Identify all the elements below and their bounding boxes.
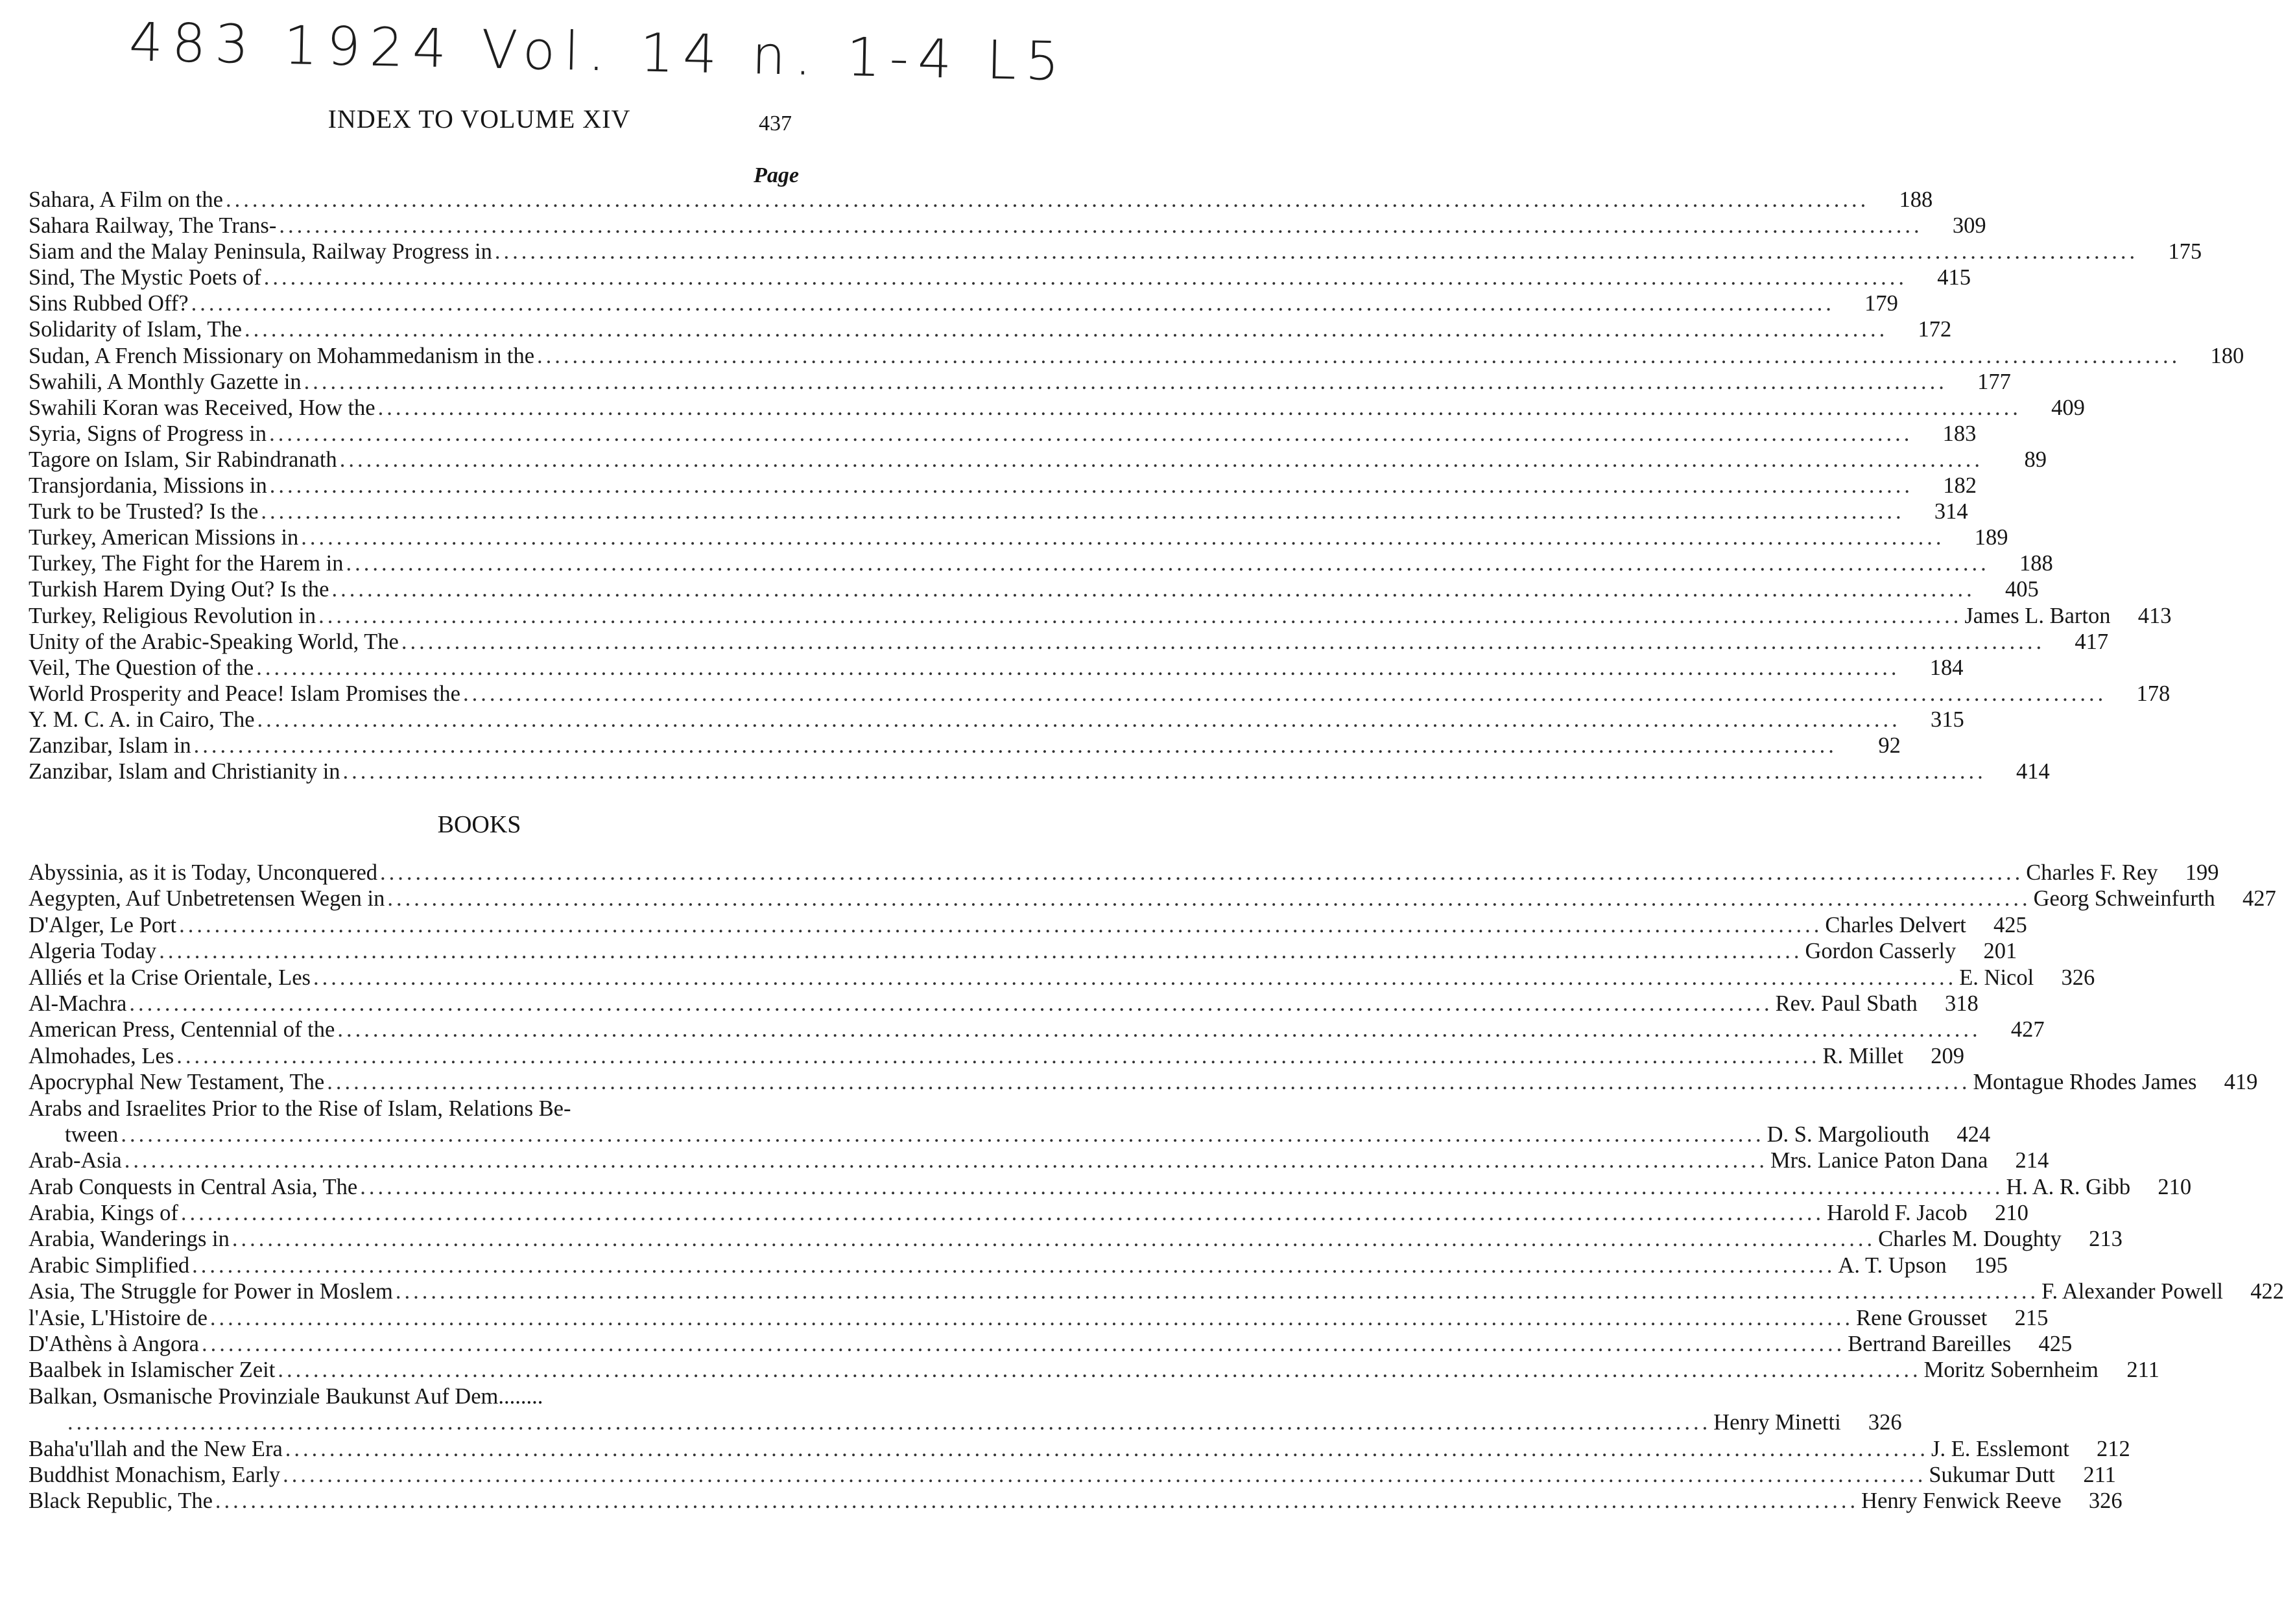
entry-page: 413 xyxy=(2137,603,2172,628)
leader-dots xyxy=(210,1305,1853,1331)
book-author: Rev. Paul Sbath xyxy=(1775,991,1918,1016)
leader-dots xyxy=(283,1462,1926,1488)
book-entry xyxy=(29,991,1979,1017)
book-title: l'Asie, L'Histoire de xyxy=(29,1305,208,1330)
leader-dots xyxy=(378,395,2021,421)
entry-subject: Sudan, A French Missionary on Mohammedanism in the xyxy=(29,343,535,368)
leader-dots xyxy=(257,707,1901,733)
index-entry xyxy=(29,369,2011,395)
book-entry xyxy=(29,1200,2028,1226)
entry-page: 315 xyxy=(1931,707,1964,732)
leader-dots xyxy=(360,1174,2003,1200)
books-list xyxy=(29,860,2284,1514)
index-list xyxy=(29,187,2244,784)
entry-subject: Sins Rubbed Off? xyxy=(29,291,189,316)
book-author: Charles M. Doughty xyxy=(1878,1227,2062,1252)
book-page: 427 xyxy=(2242,886,2276,912)
book-page: 213 xyxy=(2089,1227,2123,1252)
page-column-heading: Page xyxy=(754,163,799,187)
index-entry xyxy=(29,213,1986,239)
entry-page: 184 xyxy=(1929,655,1964,680)
book-entry xyxy=(29,1462,2116,1488)
leader-dots xyxy=(179,912,1822,938)
book-title: Baalbek in Islamischer Zeit xyxy=(29,1358,276,1383)
book-entry xyxy=(29,1383,799,1409)
books-heading: BOOKS xyxy=(437,811,521,838)
index-entry xyxy=(29,290,1898,316)
book-author: Henry Minetti xyxy=(1713,1410,1841,1435)
entry-subject: Unity of the Arabic-Speaking World, The xyxy=(29,629,399,654)
book-entry xyxy=(29,912,2027,938)
book-entry xyxy=(29,1069,2258,1095)
entry-subject: Turkey, American Missions in xyxy=(29,525,299,550)
book-page: 199 xyxy=(2185,860,2219,885)
entry-page: 314 xyxy=(1934,499,1968,524)
book-page: 326 xyxy=(2088,1489,2123,1514)
leader-dots xyxy=(396,1278,2039,1304)
book-title: Black Republic, The xyxy=(29,1489,213,1514)
book-author: Henry Fenwick Reeve xyxy=(1861,1489,2062,1514)
entry-subject: Veil, The Question of the xyxy=(29,655,254,680)
leader-dots xyxy=(285,1436,1929,1462)
leader-dots xyxy=(256,655,1899,681)
book-author: H. A. R. Gibb xyxy=(2006,1174,2131,1199)
book-author: Rene Grousset xyxy=(1856,1305,1988,1330)
entry-page: 405 xyxy=(2004,577,2039,602)
leader-dots xyxy=(202,1331,1845,1357)
entry-subject: Solidarity of Islam, The xyxy=(29,317,242,342)
book-entry xyxy=(29,1305,2049,1331)
book-author: Bertrand Bareilles xyxy=(1848,1332,2012,1357)
book-page: 424 xyxy=(1957,1122,1991,1147)
book-entry xyxy=(29,1174,2192,1200)
entry-page: 89 xyxy=(2024,447,2047,472)
leader-dots xyxy=(463,681,2106,707)
book-title: Aegypten, Auf Unbetretensen Wegen in xyxy=(29,886,385,912)
book-author: D. S. Margoliouth xyxy=(1767,1122,1930,1147)
book-author: Moritz Sobernheim xyxy=(1923,1358,2099,1383)
entry-page: 417 xyxy=(2075,629,2109,654)
book-title: Algeria Today xyxy=(29,939,157,964)
leader-dots xyxy=(244,316,1888,342)
index-entry xyxy=(29,265,1971,290)
book-page: 210 xyxy=(1995,1201,2028,1226)
book-title: Arab Conquests in Central Asia, The xyxy=(29,1174,358,1199)
entry-subject: Syria, Signs of Progress in xyxy=(29,421,267,446)
leader-dots xyxy=(401,629,2045,655)
book-author: Georg Schweinfurth xyxy=(2033,886,2215,912)
entry-page: 188 xyxy=(1899,187,1933,212)
entry-subject: Sahara Railway, The Trans- xyxy=(29,213,277,239)
book-title: Arabs and Israelites Prior to the Rise of Islam, Relations Be- xyxy=(29,1096,571,1121)
entry-subject: Turkey, The Fight for the Harem in xyxy=(29,551,344,576)
entry-subject: Sahara, A Film on the xyxy=(29,187,223,212)
book-page: 318 xyxy=(1944,991,1979,1016)
leader-dots xyxy=(176,1043,1820,1069)
index-entry xyxy=(29,239,2202,265)
book-author: Charles Delvert xyxy=(1825,912,1966,937)
book-page: 195 xyxy=(1974,1253,2008,1278)
entry-author: James L. Barton xyxy=(1964,603,2111,628)
leader-dots xyxy=(261,499,1904,524)
leader-dots xyxy=(192,1253,1835,1278)
entry-page: 182 xyxy=(1943,473,1977,499)
book-entry xyxy=(29,1436,2130,1462)
leader-dots xyxy=(125,1147,1768,1173)
leader-dots xyxy=(269,421,1912,447)
leader-dots xyxy=(191,290,1835,316)
leader-dots xyxy=(380,860,2023,886)
book-title: Buddhist Monachism, Early xyxy=(29,1462,281,1487)
entry-page: 180 xyxy=(2210,343,2244,368)
book-page: 212 xyxy=(2097,1436,2130,1461)
index-entry xyxy=(29,395,2085,421)
book-title: Arabia, Wanderings in xyxy=(29,1227,230,1252)
book-author: A. T. Upson xyxy=(1838,1253,1947,1278)
entry-page: 188 xyxy=(2019,551,2053,576)
entry-subject: Tagore on Islam, Sir Rabindranath xyxy=(29,447,337,472)
leader-dots xyxy=(215,1488,1859,1514)
book-title: D'Alger, Le Port xyxy=(29,912,177,937)
leader-dots xyxy=(318,603,1962,629)
leader-dots xyxy=(129,991,1772,1017)
index-entry xyxy=(29,421,1977,447)
entry-subject: Transjordania, Missions in xyxy=(29,473,267,499)
book-title: tween xyxy=(65,1122,119,1147)
book-author: Mrs. Lanice Paton Dana xyxy=(1770,1148,1988,1173)
leader-dots xyxy=(313,965,1957,991)
book-page: 211 xyxy=(2083,1462,2116,1487)
index-entry xyxy=(29,550,2053,576)
entry-subject: World Prosperity and Peace! Islam Promises the xyxy=(29,681,460,706)
entry-subject: Swahili Koran was Received, How the xyxy=(29,395,375,420)
entry-page: 172 xyxy=(1918,317,1952,342)
index-entry xyxy=(29,316,1952,342)
leader-dots xyxy=(495,239,2138,265)
leader-dots xyxy=(279,213,1922,239)
leader-dots xyxy=(537,343,2180,369)
entry-subject: Swahili, A Monthly Gazette in xyxy=(29,369,302,394)
book-author: Charles F. Rey xyxy=(2026,860,2158,885)
entry-page: 175 xyxy=(2168,239,2202,265)
leader-dots xyxy=(331,576,1975,602)
entry-subject: Y. M. C. A. in Cairo, The xyxy=(29,707,255,732)
leader-dots xyxy=(340,447,1983,473)
book-entry xyxy=(29,1043,1965,1069)
entry-subject: Zanzibar, Islam and Christianity in xyxy=(29,759,340,784)
book-page: 215 xyxy=(2014,1305,2049,1330)
page-title: INDEX TO VOLUME XIV xyxy=(327,104,631,134)
leader-dots xyxy=(346,550,1990,576)
book-title: Baha'u'llah and the New Era xyxy=(29,1436,283,1461)
entry-page: 183 xyxy=(1942,421,1977,446)
index-entry xyxy=(29,447,2047,473)
entry-subject: Turkish Harem Dying Out? Is the xyxy=(29,577,329,602)
book-author: Gordon Casserly xyxy=(1805,939,1957,964)
book-entry xyxy=(29,1253,2008,1278)
leader-dots xyxy=(327,1069,1970,1095)
book-entry xyxy=(29,1147,2049,1173)
book-author: Sukumar Dutt xyxy=(1929,1462,2055,1487)
book-title: Almohades, Les xyxy=(29,1043,174,1068)
index-entry xyxy=(29,187,1933,213)
book-author: Montague Rhodes James xyxy=(1973,1070,2197,1095)
book-title: Arab-Asia xyxy=(29,1148,122,1173)
book-page: 425 xyxy=(2038,1332,2073,1357)
entry-subject: Turkey, Religious Revolution in xyxy=(29,603,316,628)
entry-page: 309 xyxy=(1952,213,1986,239)
index-entry xyxy=(29,576,2039,602)
book-author: E. Nicol xyxy=(1959,965,2034,990)
book-entry xyxy=(29,1488,2123,1514)
leader-dots xyxy=(278,1357,1921,1383)
entry-page: 414 xyxy=(2016,759,2050,784)
book-title: D'Athèns à Angora xyxy=(29,1332,199,1357)
index-entry xyxy=(29,759,2050,784)
book-entry xyxy=(29,1096,799,1122)
index-entry xyxy=(29,681,2171,707)
book-entry xyxy=(29,1331,2073,1357)
handwritten-call-number: 483 1924 Vol. 14 n. 1-4 L5 xyxy=(128,12,1069,93)
book-page: 201 xyxy=(1983,939,2017,964)
book-page: 210 xyxy=(2158,1174,2192,1199)
book-page: 211 xyxy=(2126,1358,2159,1383)
book-page: 427 xyxy=(2010,1017,2045,1042)
book-entry xyxy=(29,860,2219,886)
leader-dots xyxy=(121,1122,1764,1147)
book-entry xyxy=(29,965,2095,991)
leader-dots xyxy=(226,187,1869,213)
entry-subject: Siam and the Malay Peninsula, Railway Progress in xyxy=(29,239,492,265)
book-entry-continuation xyxy=(29,1122,1991,1147)
index-entry xyxy=(29,629,2109,655)
book-title: Asia, The Struggle for Power in Moslem xyxy=(29,1279,393,1304)
leader-dots xyxy=(181,1200,1824,1226)
book-entry xyxy=(29,886,2276,912)
leader-dots xyxy=(264,265,1907,290)
entry-page: 178 xyxy=(2136,681,2171,706)
book-page: 214 xyxy=(2015,1148,2049,1173)
book-author: J. E. Esslemont xyxy=(1931,1436,2069,1461)
book-page: 326 xyxy=(1868,1410,1902,1435)
index-entry xyxy=(29,499,1968,524)
leader-dots xyxy=(387,886,2030,912)
index-entry xyxy=(29,524,2008,550)
leader-dots xyxy=(343,759,1986,784)
book-author: Harold F. Jacob xyxy=(1827,1201,1968,1226)
book-title: Balkan, Osmanische Provinziale Baukunst Auf Dem........ xyxy=(29,1383,543,1409)
leader-dots xyxy=(194,733,1837,759)
index-entry xyxy=(29,473,1977,499)
book-page: 419 xyxy=(2224,1070,2258,1095)
book-title: Apocryphal New Testament, The xyxy=(29,1070,325,1095)
page-number: 437 xyxy=(759,112,792,135)
book-title: American Press, Centennial of the xyxy=(29,1017,335,1042)
book-entry xyxy=(29,938,2017,964)
entry-page: 415 xyxy=(1937,265,1971,290)
leader-dots xyxy=(270,473,1913,499)
entry-subject: Sind, The Mystic Poets of xyxy=(29,265,261,290)
entry-page: 179 xyxy=(1864,291,1898,316)
leader-dots xyxy=(67,1409,1711,1435)
index-entry xyxy=(29,603,2172,629)
book-title: Arabic Simplified xyxy=(29,1253,190,1278)
book-entry xyxy=(29,1017,2045,1042)
book-author: R. Millet xyxy=(1822,1043,1904,1068)
entry-page: 409 xyxy=(2051,395,2085,420)
book-author: F. Alexander Powell xyxy=(2041,1279,2224,1304)
book-page: 326 xyxy=(2061,965,2095,990)
book-page: 209 xyxy=(1931,1043,1965,1068)
book-title: Al-Machra xyxy=(29,991,127,1016)
entry-page: 189 xyxy=(1974,525,2008,550)
book-title: Abyssinia, as it is Today, Unconquered xyxy=(29,860,378,885)
entry-subject: Turk to be Trusted? Is the xyxy=(29,499,259,524)
leader-dots xyxy=(304,369,1947,395)
leader-dots xyxy=(232,1226,1875,1252)
index-entry xyxy=(29,707,1964,733)
book-page: 425 xyxy=(1993,912,2027,937)
entry-page: 92 xyxy=(1878,733,1901,758)
leader-dots xyxy=(301,524,1944,550)
book-entry xyxy=(29,1278,2284,1304)
book-title: Arabia, Kings of xyxy=(29,1201,178,1226)
leader-dots xyxy=(159,938,1802,964)
book-title: Alliés et la Crise Orientale, Les xyxy=(29,965,311,990)
leader-dots xyxy=(337,1017,1981,1042)
index-entry xyxy=(29,655,1964,681)
entry-subject: Zanzibar, Islam in xyxy=(29,733,191,758)
index-entry xyxy=(29,733,1901,759)
book-page: 422 xyxy=(2250,1279,2284,1304)
book-entry xyxy=(29,1226,2123,1252)
index-entry xyxy=(29,343,2244,369)
book-entry xyxy=(29,1357,2159,1383)
book-entry-continuation xyxy=(29,1409,1902,1435)
entry-page: 177 xyxy=(1977,369,2011,394)
